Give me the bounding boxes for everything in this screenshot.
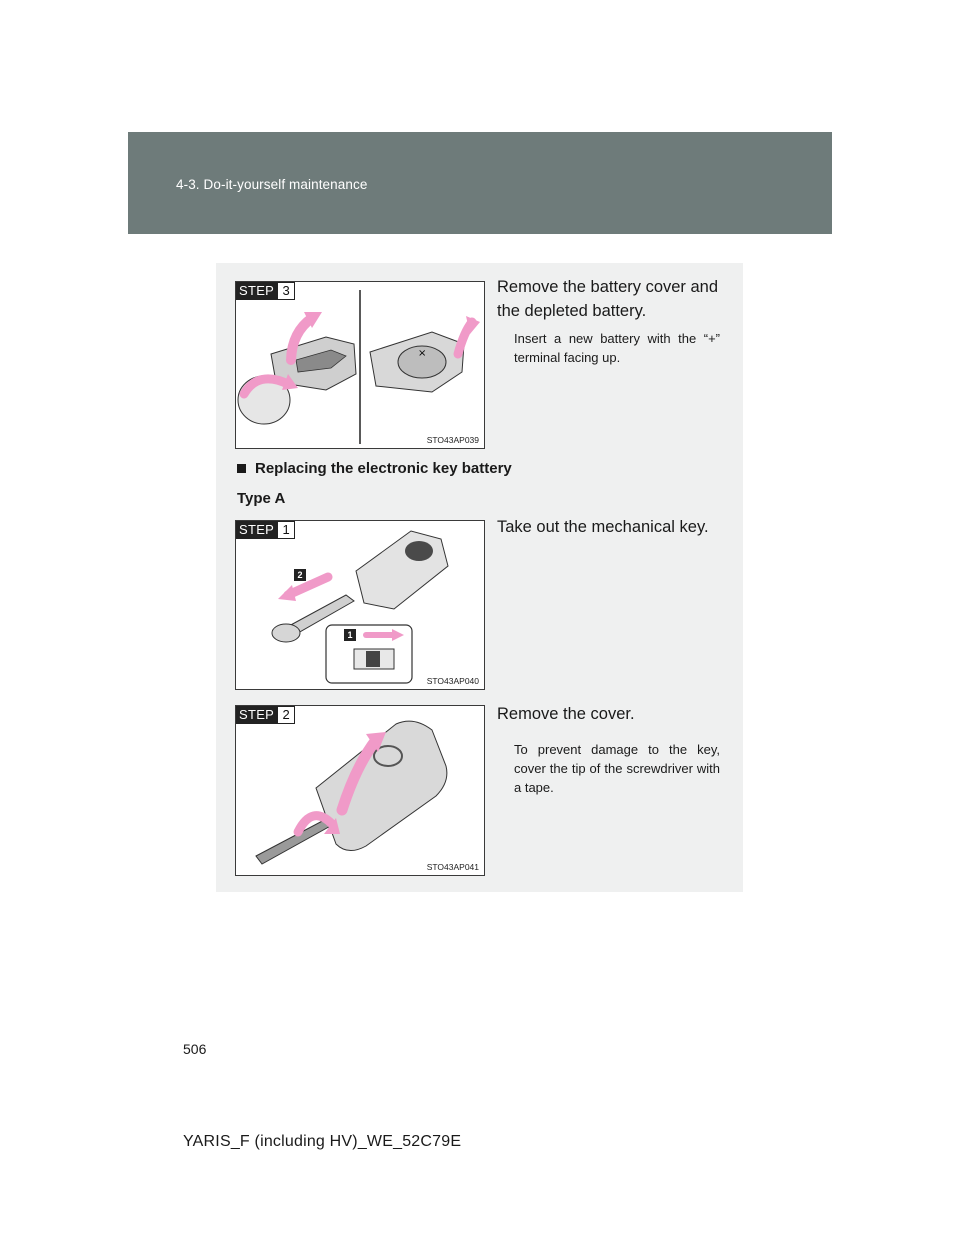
step1-figure xyxy=(235,520,485,690)
header-band xyxy=(128,132,832,234)
step-number: 2 xyxy=(278,706,295,724)
figure-code: STO43AP040 xyxy=(426,676,479,686)
figure-code: STO43AP041 xyxy=(426,862,479,872)
step1-instruction: Take out the mechanical key. xyxy=(497,518,709,536)
section-title: 4-3. Do-it-yourself maintenance xyxy=(176,177,368,192)
svg-text:×: × xyxy=(418,348,427,359)
mechanical-key-illustration xyxy=(236,521,485,690)
callout-1: 1 xyxy=(347,630,353,640)
step3-note: Insert a new battery with the “+” terminal facing up. xyxy=(514,331,720,365)
step-number: 1 xyxy=(278,521,295,539)
step2-note: To prevent damage to the key, cover the tip of the screwdriver with a tape. xyxy=(514,742,720,795)
step-word: STEP xyxy=(236,521,278,539)
step2-instruction: Remove the cover. xyxy=(497,705,635,723)
step2-figure xyxy=(235,705,485,876)
step-word: STEP xyxy=(236,706,278,724)
page-number: 506 xyxy=(183,1041,207,1057)
battery-removal-illustration xyxy=(236,282,485,449)
square-bullet-icon xyxy=(237,464,246,473)
step-badge xyxy=(236,521,295,539)
footer-doc-id: YARIS_F (including HV)_WE_52C79E xyxy=(183,1133,462,1150)
step3-instruction: Remove the battery cover and the depleted battery. xyxy=(497,278,719,320)
type-heading: Type A xyxy=(237,490,286,507)
section-heading-text: Replacing the electronic key battery xyxy=(255,460,512,477)
section-heading xyxy=(237,460,512,477)
step-word: STEP xyxy=(236,282,278,300)
step-number: 3 xyxy=(278,282,295,300)
cover-removal-illustration xyxy=(236,706,485,876)
step3-figure xyxy=(235,281,485,449)
callout-2: 2 xyxy=(297,570,303,580)
figure-code: STO43AP039 xyxy=(426,435,479,445)
step-badge xyxy=(236,706,295,724)
step-badge xyxy=(236,282,295,300)
